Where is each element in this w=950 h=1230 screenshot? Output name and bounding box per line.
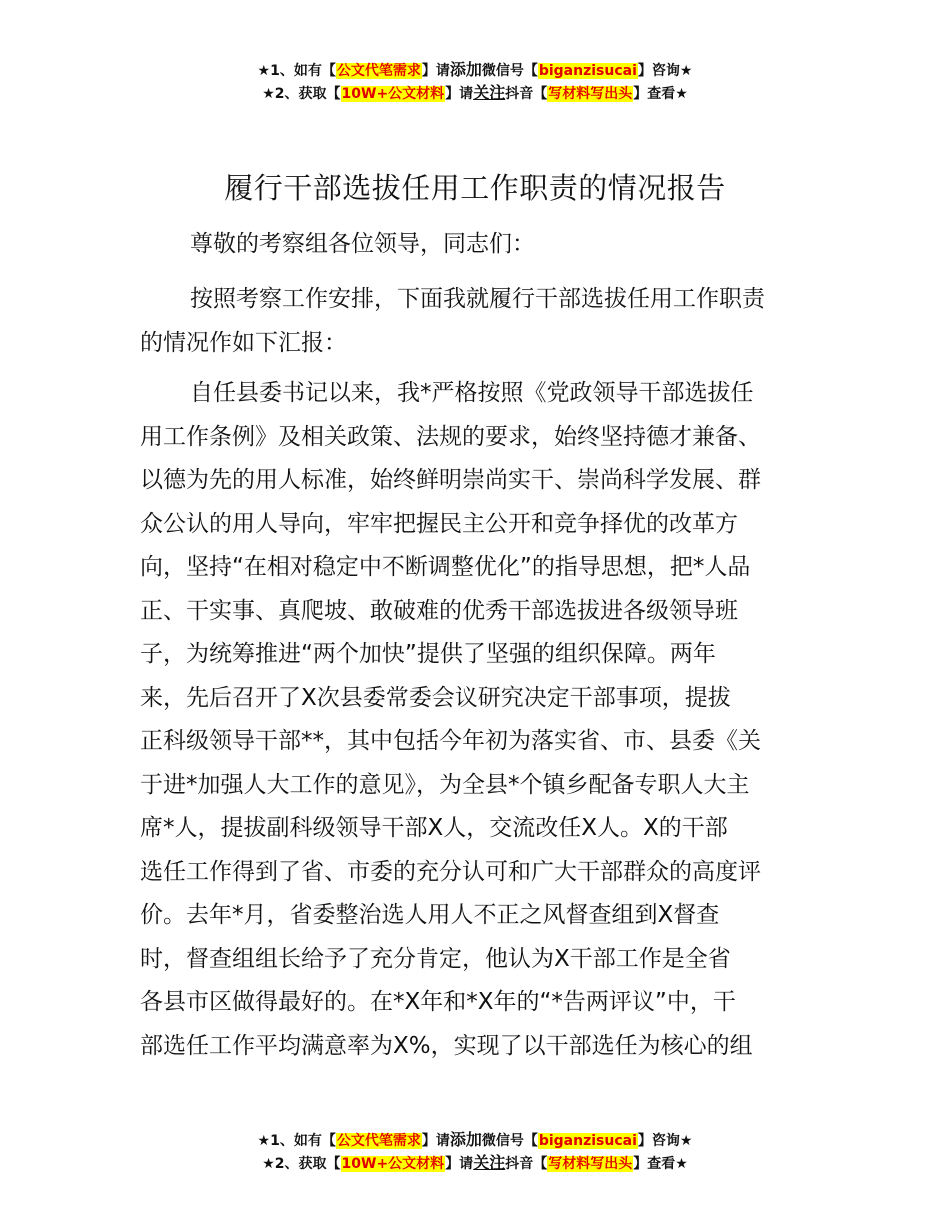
paragraph-line: 各县市区做得最好的。在*X年和*X年的“*告两评议”中，干 <box>140 989 736 1015</box>
banner-line-1 <box>0 1129 950 1152</box>
banner-line-1-prefix: 1、如有【 <box>270 1133 336 1149</box>
banner-emphasis-follow: 关注 <box>473 83 506 102</box>
banner-line-2-suffix: 】查看★ <box>633 1156 688 1172</box>
header-ad-banner <box>0 59 950 105</box>
banner-line-1-mid2: 微信号【 <box>481 63 538 79</box>
paragraph-line: 正、干实事、真爬坡、敢破难的优秀干部选拔进各级领导班 <box>140 597 738 624</box>
banner-highlight-service: 公文代笔需求 <box>336 1133 421 1149</box>
paragraph-line: 的情况作如下汇报： <box>140 329 347 356</box>
paragraph-line: 价。去年*月，省委整治选人用人不正之风督查组到X督查 <box>140 902 720 928</box>
banner-emphasis-follow: 关注 <box>473 1153 506 1172</box>
banner-line-1-mid1: 】请 <box>421 63 450 79</box>
banner-highlight-wechat-id: biganzisucai <box>538 1133 637 1149</box>
banner-highlight-douyin-account: 写材料写出头 <box>548 1156 633 1172</box>
footer-ad-banner <box>0 1129 950 1175</box>
banner-highlight-materials: 10W+公文材料 <box>341 86 445 102</box>
paragraph-line: 自任县委书记以来，我*严格按照《党政领导干部选拔任 <box>190 380 754 406</box>
banner-highlight-wechat-id: biganzisucai <box>538 63 637 79</box>
banner-line-1-suffix: 】咨询★ <box>637 1133 693 1149</box>
banner-line-1-mid2: 微信号【 <box>481 1133 538 1149</box>
paragraph-line: 子，为统筹推进“两个加快”提供了坚强的组织保障。两年 <box>140 641 716 667</box>
star-icon: ★ <box>262 1156 275 1172</box>
paragraph-body <box>140 372 812 1068</box>
paragraph-line: 时，督查组组长给予了充分肯定，他认为X干部工作是全省 <box>140 945 731 972</box>
paragraph-line: 以德为先的用人标准，始终鲜明崇尚实干、崇尚科学发展、群 <box>140 467 761 493</box>
banner-highlight-service: 公文代笔需求 <box>336 63 421 79</box>
banner-highlight-douyin-account: 写材料写出头 <box>548 86 633 102</box>
paragraph-line: 按照考察工作安排，下面我就履行干部选拔任用工作职责 <box>190 286 765 312</box>
paragraph-intro <box>140 278 812 365</box>
banner-line-2-mid2: 抖音【 <box>505 86 548 102</box>
banner-line-2 <box>0 1152 950 1175</box>
banner-line-1-suffix: 】咨询★ <box>637 63 693 79</box>
paragraph-line: 正科级领导干部**，其中包括今年初为落实省、市、县委《关 <box>140 728 761 754</box>
paragraph-line: 席*人，提拔副科级领导干部X人，交流改任X人。X的干部 <box>140 815 728 841</box>
paragraph-line: 向，坚持“在相对稳定中不断调整优化”的指导思想，把*人品 <box>140 554 751 580</box>
banner-emphasis-add: 添加 <box>449 60 482 79</box>
paragraph-line: 部选任工作平均满意率为X%，实现了以干部选任为核心的组 <box>140 1032 753 1059</box>
paragraph-line: 来，先后召开了X次县委常委会议研究决定干部事项，提拔 <box>140 684 731 711</box>
banner-line-2-prefix: 2、获取【 <box>274 86 341 102</box>
banner-highlight-materials: 10W+公文材料 <box>341 1156 445 1172</box>
banner-line-2 <box>0 82 950 105</box>
star-icon: ★ <box>257 1133 271 1149</box>
paragraph-line: 用工作条例》及相关政策、法规的要求，始终坚持德才兼备、 <box>140 423 761 450</box>
paragraph-line: 于进*加强人大工作的意见》，为全县*个镇乡配备专职人大主 <box>140 771 750 798</box>
banner-line-2-suffix: 】查看★ <box>633 86 688 102</box>
salutation: 尊敬的考察组各位领导，同志们： <box>190 231 535 257</box>
star-icon: ★ <box>262 86 275 102</box>
banner-line-1 <box>0 59 950 82</box>
banner-line-2-mid1: 】请 <box>445 1156 474 1172</box>
banner-emphasis-add: 添加 <box>449 1130 482 1149</box>
banner-line-1-prefix: 1、如有【 <box>270 63 336 79</box>
banner-line-1-mid1: 】请 <box>421 1133 450 1149</box>
document-title: 履行干部选拔任用工作职责的情况报告 <box>224 171 726 205</box>
paragraph-line: 众公认的用人导向，牢牢把握民主公开和竞争择优的改革方 <box>140 510 738 537</box>
star-icon: ★ <box>257 63 271 79</box>
banner-line-2-prefix: 2、获取【 <box>274 1156 341 1172</box>
banner-line-2-mid1: 】请 <box>445 86 474 102</box>
paragraph-line: 选任工作得到了省、市委的充分认可和广大干部群众的高度评 <box>140 858 761 885</box>
banner-line-2-mid2: 抖音【 <box>505 1156 548 1172</box>
